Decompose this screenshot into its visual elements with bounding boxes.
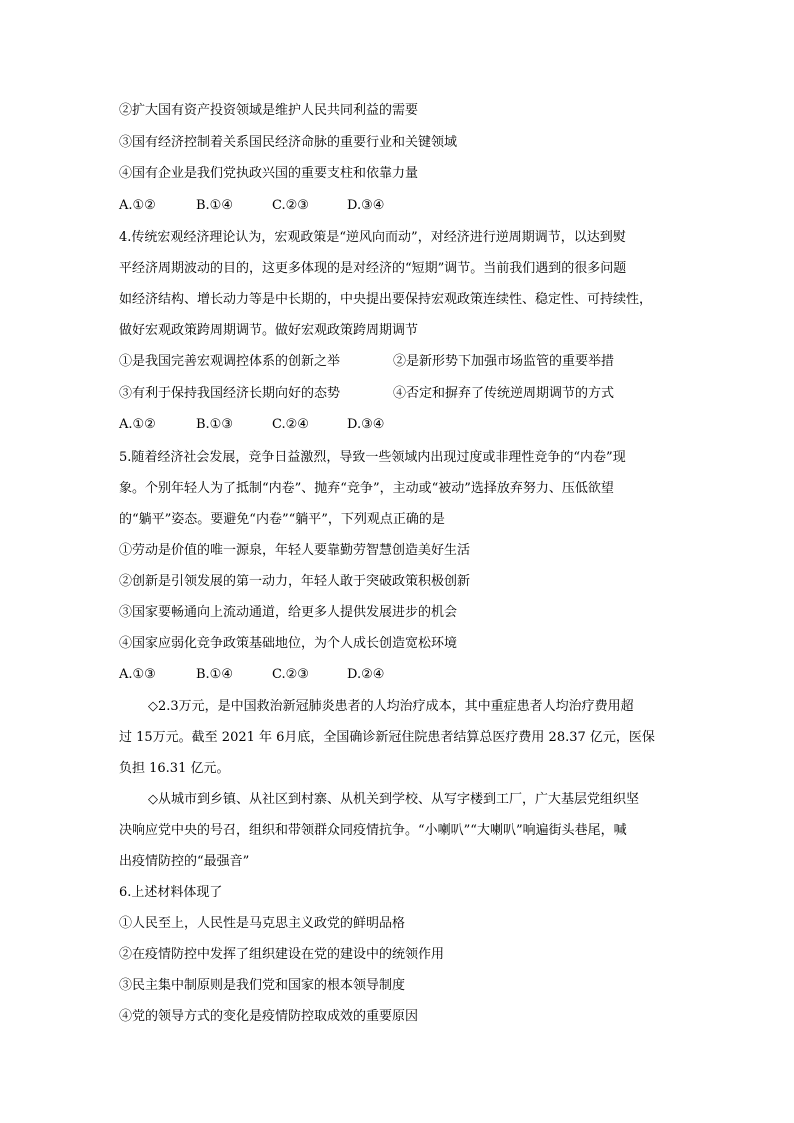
q5-option-2: ②创新是引领发展的第一动力，年轻人敢于突破政策积极创新 xyxy=(119,574,471,589)
q3-choice-d: D.③④ xyxy=(347,198,385,213)
q4-stem-line-4: 做好宏观政策跨周期调节。做好宏观政策跨周期调节 xyxy=(119,323,419,338)
q4-stem-line-2: 平经济周期波动的目的，这更多体现的是对经济的“短期”调节。当前我们遇到的很多问题 xyxy=(119,261,627,276)
q6-stem: 6.上述材料体现了 xyxy=(119,885,223,900)
q3-choice-b: B.①④ xyxy=(196,198,233,213)
q6-option-4: ④党的领导方式的变化是疫情防控取成效的重要原因 xyxy=(119,1009,419,1024)
material-p2-line-2: 决响应党中央的号召，组织和带领群众同疫情抗争。“小喇叭”“大喇叭”响遍街头巷尾，喊 xyxy=(119,823,627,838)
material-p1-line-1: ◇2.3万元，是中国救治新冠肺炎患者的人均治疗成本，其中重症患者人均治疗费用超 xyxy=(148,699,634,714)
q5-choice-a: A.①③ xyxy=(119,667,156,682)
material-p1-line-2: 过 15万元。截至 2021 年 6月底，全国确诊新冠住院患者结算总医疗费用 28.37 亿元，医保 xyxy=(119,730,655,745)
q4-choice-a: A.①② xyxy=(119,417,156,432)
q6-option-2: ②在疫情防控中发挥了组织建设在党的建设中的统领作用 xyxy=(119,947,445,962)
q6-option-1: ①人民至上，人民性是马克思主义政党的鲜明品格 xyxy=(119,916,406,931)
q4-option-2: ②是新形势下加强市场监管的重要举措 xyxy=(393,354,615,369)
q5-choice-d: D.②④ xyxy=(347,667,385,682)
q5-choice-b: B.①④ xyxy=(196,667,233,682)
q6-option-3: ③民主集中制原则是我们党和国家的根本领导制度 xyxy=(119,978,406,993)
q3-option-2: ②扩大国有资产投资领域是维护人民共同利益的需要 xyxy=(119,103,419,118)
q4-choice-b: B.①③ xyxy=(196,417,233,432)
material-p1-line-3: 负担 16.31 亿元。 xyxy=(119,761,230,776)
q3-option-3: ③国有经济控制着关系国民经济命脉的重要行业和关键领域 xyxy=(119,135,458,150)
q5-option-3: ③国家要畅通向上流动通道，给更多人提供发展进步的机会 xyxy=(119,605,458,620)
q5-option-4: ④国家应弱化竞争政策基础地位，为个人成长创造宽松环境 xyxy=(119,636,458,651)
q5-stem-line-2: 象。个别年轻人为了抵制“内卷”、抛弃“竞争”，主动或“被动”选择放弃努力、压低欲望 xyxy=(119,481,614,496)
q5-stem-line-3: 的“躺平”姿态。要避免“内卷”“躺平”，下列观点正确的是 xyxy=(119,512,445,527)
q5-option-1: ①劳动是价值的唯一源泉，年轻人要靠勤劳智慧创造美好生活 xyxy=(119,543,471,558)
q4-option-1: ①是我国完善宏观调控体系的创新之举 xyxy=(119,354,341,369)
q4-option-4: ④否定和摒弃了传统逆周期调节的方式 xyxy=(393,386,615,401)
q3-choice-a: A.①② xyxy=(119,198,156,213)
q4-choice-c: C.②④ xyxy=(272,417,309,432)
q4-option-3: ③有利于保持我国经济长期向好的态势 xyxy=(119,386,341,401)
q4-stem-line-3: 如经济结构、增长动力等是中长期的，中央提出要保持宏观政策连续性、稳定性、可持续性， xyxy=(119,292,653,307)
q3-choice-c: C.②③ xyxy=(272,198,309,213)
q5-choice-c: C.②③ xyxy=(272,667,309,682)
q4-choice-d: D.③④ xyxy=(347,417,385,432)
q3-option-4: ④国有企业是我们党执政兴国的重要支柱和依靠力量 xyxy=(119,166,419,181)
q5-stem-line-1: 5.随着经济社会发展，竞争日益激烈，导致一些领域内出现过度或非理性竞争的“内卷”现 xyxy=(119,450,626,465)
material-p2-line-1: ◇从城市到乡镇、从社区到村寨、从机关到学校、从写字楼到工厂，广大基层党组织坚 xyxy=(148,792,639,807)
q4-stem-line-1: 4.传统宏观经济理论认为，宏观政策是“逆风向而动”，对经济进行逆周期调节，以达到熨 xyxy=(119,230,626,245)
material-p2-line-3: 出疫情防控的“最强音” xyxy=(119,854,250,869)
